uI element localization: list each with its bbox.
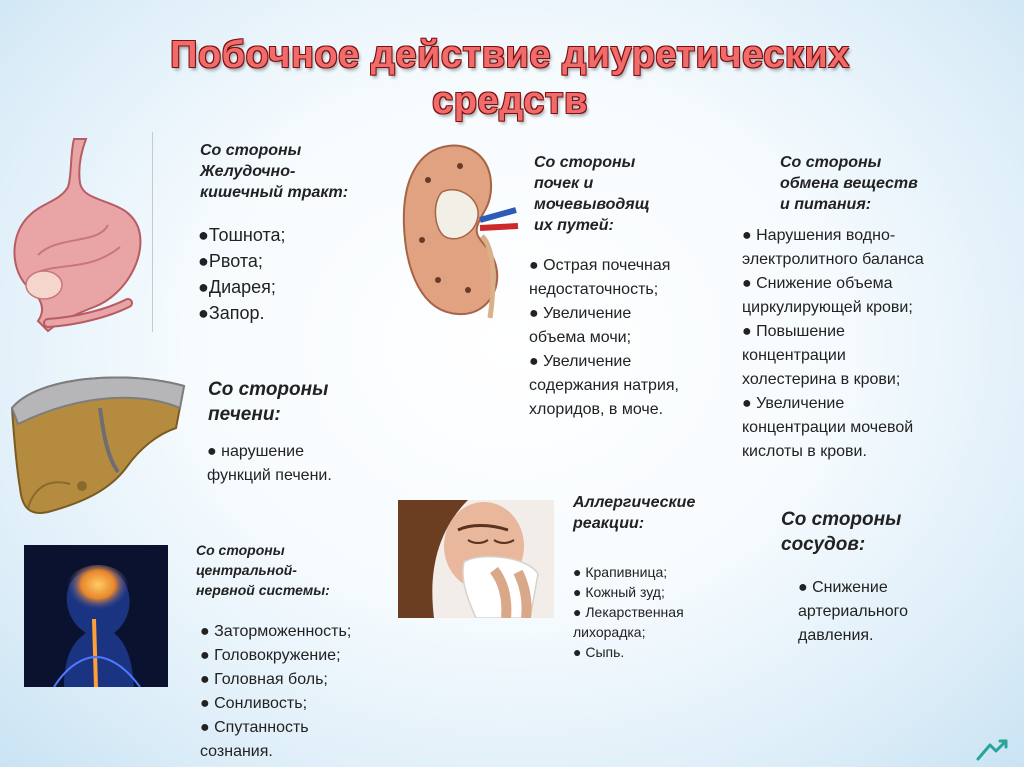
bullet-icon: ●	[198, 251, 209, 271]
vessels-heading-line-1: Со стороны	[781, 509, 902, 530]
cns-heading-line-2: центральной-	[196, 562, 297, 578]
list-item: ● Заторможенность;	[200, 623, 352, 640]
cns-list	[200, 620, 351, 764]
list-item: давления.	[798, 627, 874, 644]
slide-title	[120, 32, 900, 124]
list-item: содержания натрия,	[529, 377, 679, 394]
stomach-image	[8, 135, 148, 335]
gi-list	[198, 222, 286, 326]
list-item: ● Увеличение	[742, 395, 845, 412]
list-item: ● Головная боль;	[200, 671, 328, 688]
kidney-heading-line-3: мочевыводящ	[534, 196, 650, 213]
list-item: хлоридов, в моче.	[529, 401, 664, 418]
bullet-icon: ●	[573, 604, 582, 620]
bullet-icon: ●	[742, 275, 752, 292]
list-item: ● Нарушения водно-	[742, 227, 896, 244]
bullet-icon: ●	[529, 353, 539, 370]
list-item: концентрации	[742, 347, 846, 364]
metabolism-list	[742, 224, 924, 464]
bullet-icon: ●	[573, 644, 582, 660]
cns-heading-line-3: нервной системы:	[196, 582, 330, 598]
bullet-icon: ●	[742, 227, 752, 244]
allergy-list	[573, 562, 684, 662]
list-item: циркулирующей крови;	[742, 299, 913, 316]
liver-heading-line-2: печени:	[208, 404, 281, 425]
list-item: ●Тошнота;	[198, 225, 286, 245]
bullet-icon: ●	[198, 303, 209, 323]
list-item: недостаточность;	[529, 281, 659, 298]
gi-heading-line-3: кишечный тракт:	[200, 184, 349, 201]
bullet-icon: ●	[200, 695, 210, 712]
metabolism-heading-line-3: и питания:	[780, 196, 872, 213]
list-item: ● Увеличение	[529, 353, 632, 370]
bullet-icon: ●	[573, 584, 582, 600]
list-item: ● Повышение	[742, 323, 845, 340]
gi-heading	[200, 140, 348, 203]
list-item: кислоты в крови.	[742, 443, 867, 460]
vessels-heading	[781, 507, 901, 557]
bullet-icon: ●	[742, 323, 752, 340]
title-line-2: средств	[432, 80, 588, 122]
list-item: холестерина в крови;	[742, 371, 901, 388]
bullet-icon: ●	[198, 225, 209, 245]
bullet-icon: ●	[742, 395, 752, 412]
list-item: ● Спутанность	[200, 719, 309, 736]
list-item: ● Крапивница;	[573, 564, 668, 580]
list-item: артериального	[798, 603, 909, 620]
allergy-heading	[573, 492, 695, 534]
metabolism-heading	[780, 152, 918, 215]
cns-heading-line-1: Со стороны	[196, 542, 285, 558]
sneezing-woman-image	[398, 500, 554, 618]
kidney-heading	[534, 152, 650, 236]
kidney-heading-line-2: почек и	[534, 175, 594, 192]
list-item: ● Острая почечная	[529, 257, 671, 274]
list-item: ●Запор.	[198, 303, 265, 323]
bullet-icon: ●	[529, 257, 539, 274]
list-item: ● Снижение объема	[742, 275, 893, 292]
list-item: концентрации мочевой	[742, 419, 914, 436]
metabolism-heading-line-1: Со стороны	[780, 154, 882, 171]
bullet-icon: ●	[200, 671, 210, 688]
list-item: ● Лекарственная	[573, 604, 684, 620]
kidney-image	[398, 140, 522, 320]
list-item: ● нарушение	[207, 443, 304, 460]
vessels-list	[798, 576, 908, 648]
brain-image	[24, 545, 168, 687]
list-item: объема мочи;	[529, 329, 632, 346]
list-item: ● Сыпь.	[573, 644, 625, 660]
bullet-icon: ●	[798, 579, 808, 596]
kidney-heading-line-1: Со стороны	[534, 154, 636, 171]
kidney-heading-line-4: их путей:	[534, 217, 614, 234]
vessels-heading-line-2: сосудов:	[781, 534, 866, 555]
divider-line	[152, 132, 153, 332]
bullet-icon: ●	[200, 719, 210, 736]
list-item: ●Диарея;	[198, 277, 276, 297]
list-item: ● Кожный зуд;	[573, 584, 665, 600]
liver-heading	[208, 377, 328, 427]
list-item: ● Снижение	[798, 579, 888, 596]
bullet-icon: ●	[529, 305, 539, 322]
bullet-icon: ●	[200, 623, 210, 640]
corner-arrow-icon	[976, 739, 1010, 761]
allergy-heading-line-1: Аллергические	[573, 494, 696, 511]
cns-heading	[196, 540, 330, 600]
gi-heading-line-2: Желудочно-	[200, 163, 296, 180]
list-item: ●Рвота;	[198, 251, 263, 271]
allergy-heading-line-2: реакции:	[573, 515, 645, 532]
list-item: лихорадка;	[573, 624, 646, 640]
metabolism-heading-line-2: обмена веществ	[780, 175, 918, 192]
bullet-icon: ●	[198, 277, 209, 297]
list-item: электролитного баланса	[742, 251, 924, 268]
kidney-list	[529, 254, 679, 422]
list-item: ● Сонливость;	[200, 695, 308, 712]
list-item: ● Головокружение;	[200, 647, 341, 664]
title-line-1: Побочное действие диуретических	[170, 34, 850, 76]
list-item: ● Увеличение	[529, 305, 632, 322]
bullet-icon: ●	[200, 647, 210, 664]
gi-heading-line-1: Со стороны	[200, 142, 302, 159]
liver-list	[207, 440, 332, 488]
bullet-icon: ●	[207, 443, 217, 460]
bullet-icon: ●	[573, 564, 582, 580]
list-item: сознания.	[200, 743, 273, 760]
liver-heading-line-1: Со стороны	[208, 379, 329, 400]
list-item: функций печени.	[207, 467, 332, 484]
liver-image	[8, 368, 190, 520]
